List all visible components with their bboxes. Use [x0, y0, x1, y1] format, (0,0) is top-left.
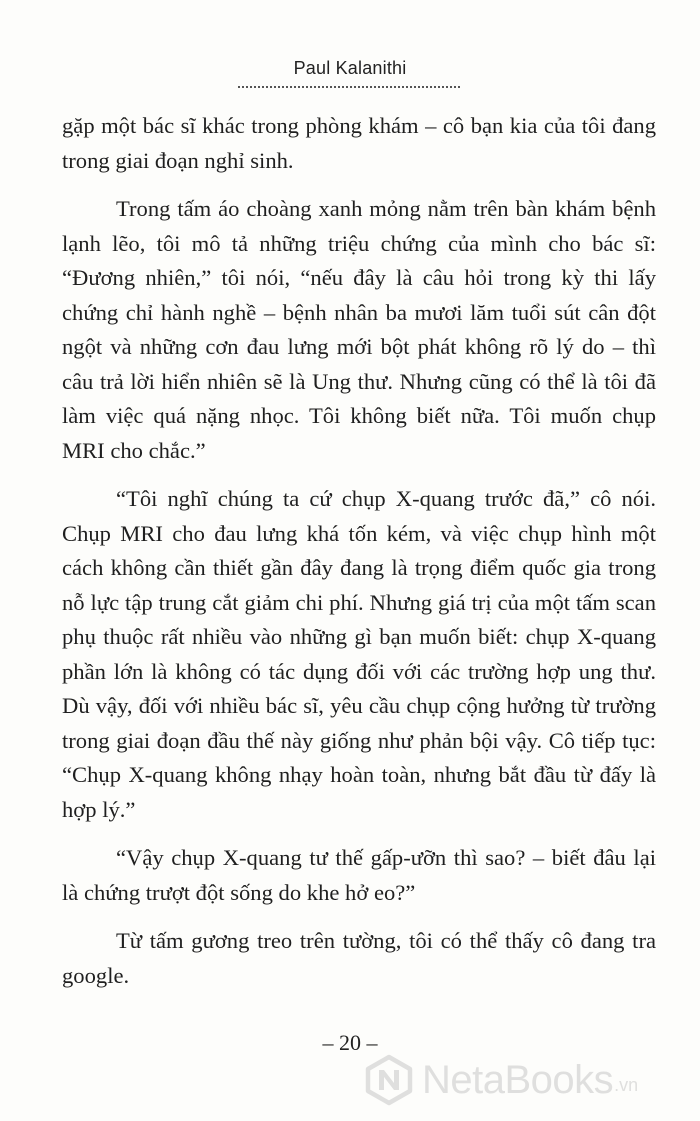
watermark: [362, 1050, 692, 1110]
header-divider: [238, 86, 460, 88]
watermark-brand: NetaBooks: [422, 1057, 614, 1102]
page-body: [62, 109, 656, 1007]
running-head-author: Paul Kalanithi: [293, 58, 407, 78]
paragraph: Từ tấm gương treo trên tường, tôi có thể thấy cô đang tra google.: [62, 928, 656, 988]
paragraph: “Tôi nghĩ chúng ta cứ chụp X-quang trước đã,” cô nói. Chụp MRI cho đau lưng khá tốn kém, và việc chụp hình một cách không cần thiết gần đây đang là trọng điểm quốc gia trong nỗ lực tập trung cắt giảm chi phí. Nhưng giá trị của một tấm scan phụ thuộc rất nhiều vào những gì bạn muốn biết: chụp X-quang phần lớn là không có tác dụng đối với các trường hợp ung thư. Dù vậy, đối với nhiều bác sĩ, yêu cầu chụp cộng hưởng từ trường trong giai đoạn đầu thế này giống như phản bội vậy. Cô tiếp tục: “Chụp X-quang không nhạy hoàn toàn, nhưng bắt đầu từ đấy là hợp lý.”: [62, 486, 656, 822]
page-number: – 20 –: [322, 1030, 378, 1055]
netabooks-logo-icon: [362, 1053, 416, 1107]
paragraph: Trong tấm áo choàng xanh mỏng nằm trên bàn khám bệnh lạnh lẽo, tôi mô tả những triệu chứng của mình cho bác sĩ: “Đương nhiên,” tôi nói, “nếu đây là câu hỏi trong kỳ thi lấy chứng chỉ hành nghề – bệnh nhân ba mươi lăm tuổi sút cân đột ngột và những cơn đau lưng mới bột phát không rõ lý do – thì câu trả lời hiển nhiên sẽ là Ung thư. Nhưng cũng có thể là tôi đã làm việc quá nặng nhọc. Tôi không biết nữa. Tôi muốn chụp MRI cho chắc.”: [62, 196, 656, 463]
watermark-tld: .vn: [614, 1075, 639, 1095]
page-header: [0, 58, 700, 79]
paragraph: gặp một bác sĩ khác trong phòng khám – cô bạn kia của tôi đang trong giai đoạn nghỉ sinh.: [62, 113, 656, 173]
paragraph: “Vậy chụp X-quang tư thế gấp-ưỡn thì sao? – biết đâu lại là chứng trượt đột sống do khe hở eo?”: [62, 845, 656, 905]
